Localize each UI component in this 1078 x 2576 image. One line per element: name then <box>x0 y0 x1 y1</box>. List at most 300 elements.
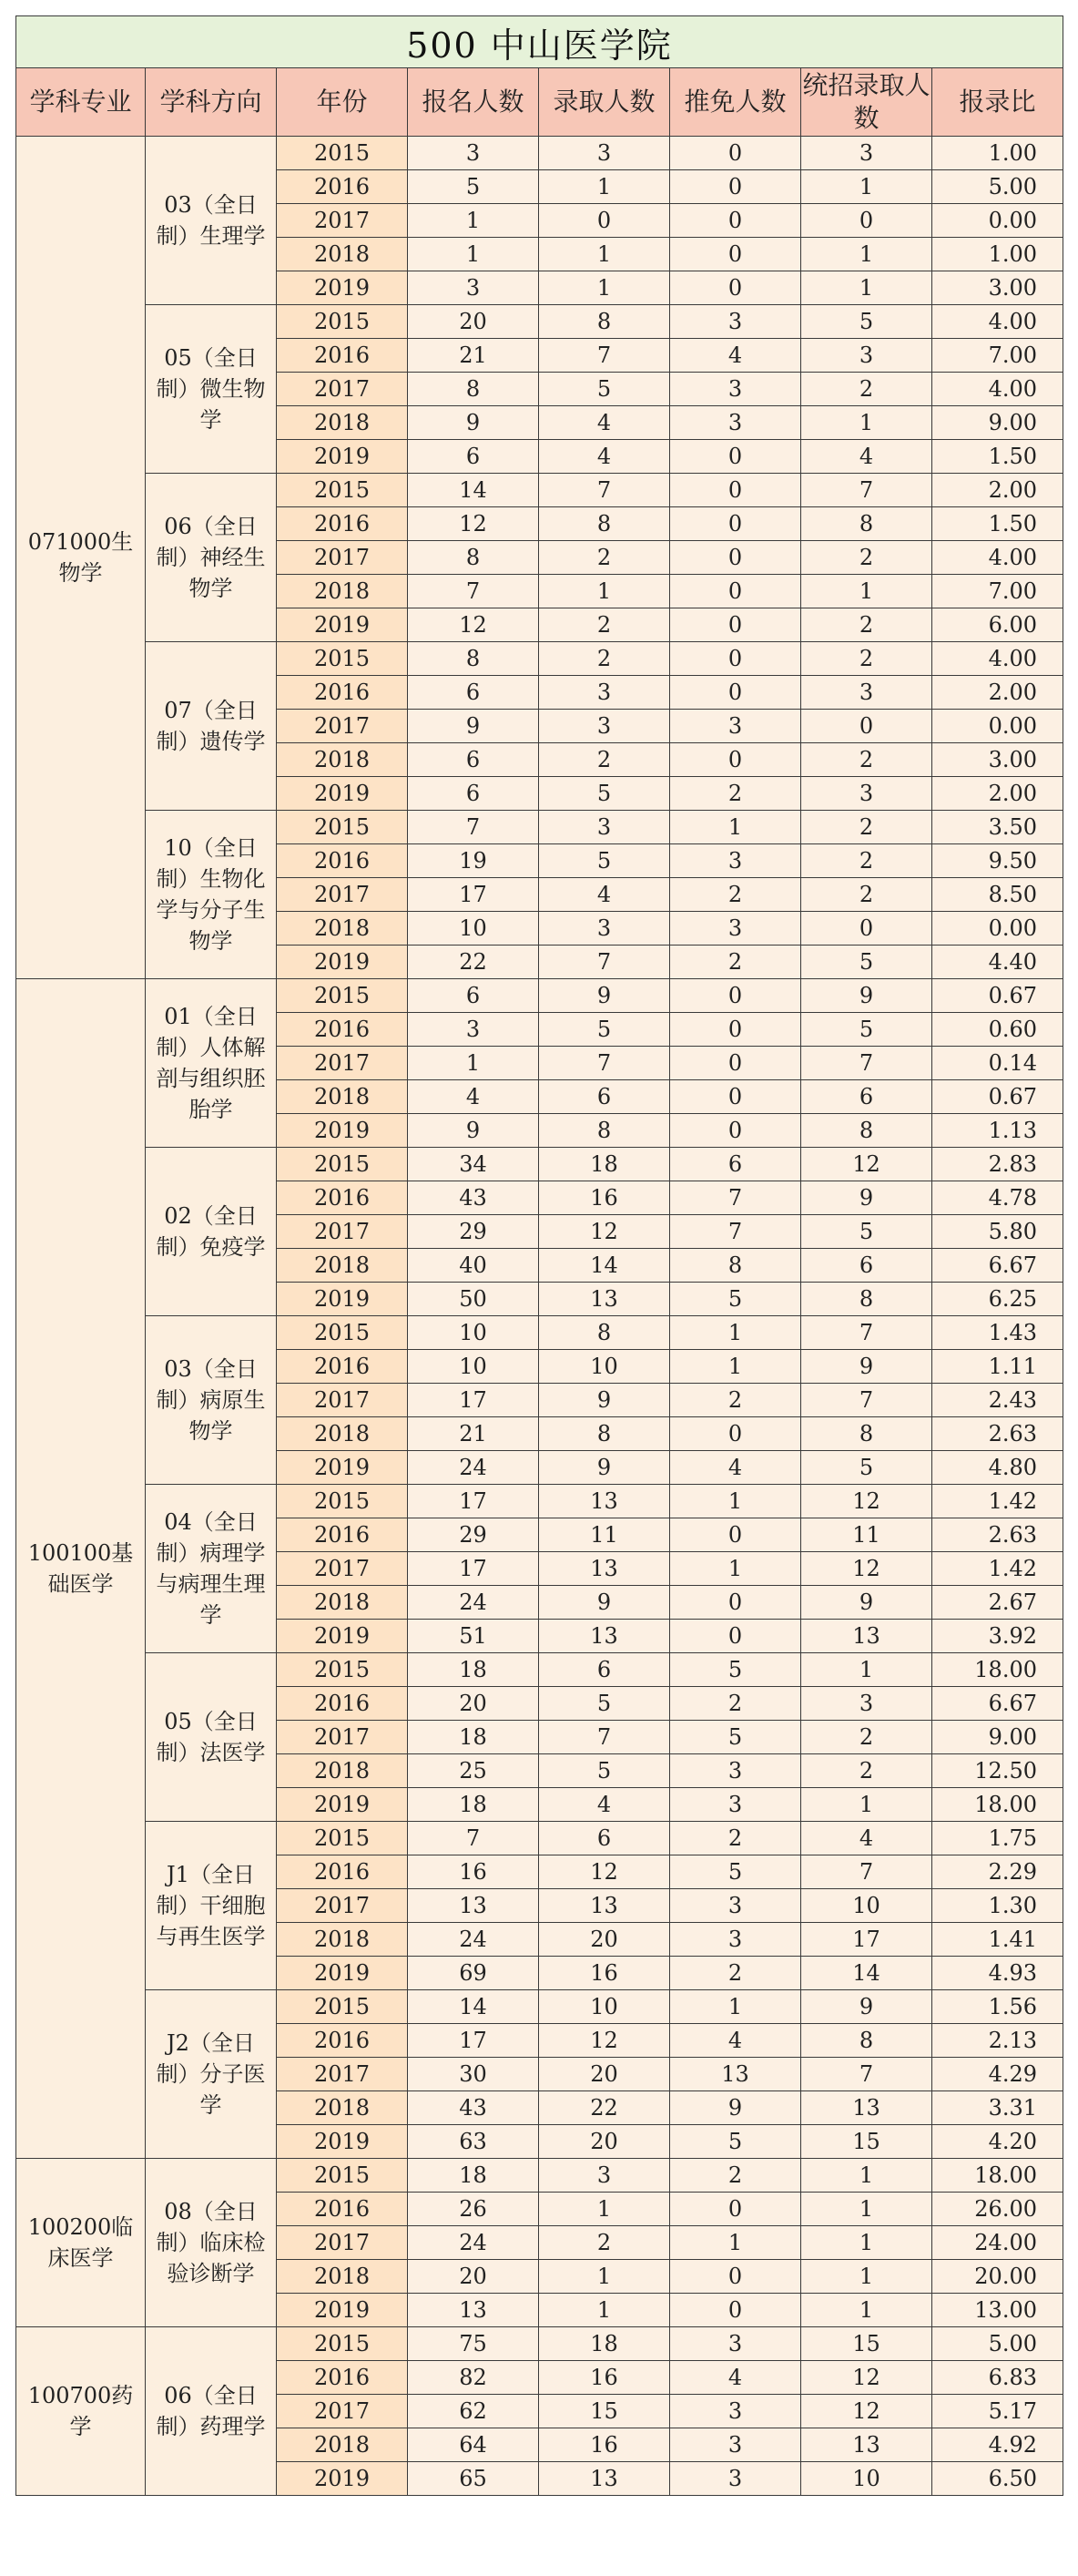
unified-cell: 2 <box>801 541 932 575</box>
admitted-cell: 2 <box>539 743 670 777</box>
year-cell: 2016 <box>277 2024 408 2058</box>
exempt-cell: 4 <box>670 339 801 373</box>
major-cell: 100700药学 <box>16 2327 146 2496</box>
direction-cell: 04（全日制）病理学与病理生理学 <box>146 1485 277 1653</box>
unified-cell: 1 <box>801 2193 932 2226</box>
exempt-cell: 5 <box>670 1283 801 1316</box>
table-row <box>16 2159 1063 2193</box>
admitted-cell: 16 <box>539 1181 670 1215</box>
admitted-cell: 13 <box>539 1485 670 1518</box>
ratio-cell: 20.00 <box>932 2260 1063 2294</box>
year-cell: 2018 <box>277 1923 408 1957</box>
admitted-cell: 13 <box>539 1552 670 1586</box>
ratio-cell: 4.92 <box>932 2428 1063 2462</box>
year-cell: 2018 <box>277 2428 408 2462</box>
unified-cell: 12 <box>801 1552 932 1586</box>
applied-cell: 8 <box>408 541 539 575</box>
ratio-cell: 7.00 <box>932 575 1063 608</box>
year-cell: 2015 <box>277 2159 408 2193</box>
admitted-cell: 16 <box>539 2428 670 2462</box>
year-cell: 2015 <box>277 137 408 170</box>
major-cell: 071000生物学 <box>16 137 146 979</box>
admitted-cell: 6 <box>539 1653 670 1687</box>
unified-cell: 8 <box>801 507 932 541</box>
ratio-cell: 26.00 <box>932 2193 1063 2226</box>
year-cell: 2018 <box>277 1417 408 1451</box>
applied-cell: 24 <box>408 2226 539 2260</box>
applied-cell: 25 <box>408 1754 539 1788</box>
exempt-cell: 0 <box>670 137 801 170</box>
applied-cell: 13 <box>408 2294 539 2327</box>
unified-cell: 9 <box>801 1350 932 1384</box>
year-cell: 2015 <box>277 1822 408 1855</box>
major-cell: 100100基础医学 <box>16 979 146 2159</box>
admitted-cell: 20 <box>539 1923 670 1957</box>
table-row <box>16 305 1063 339</box>
admitted-cell: 0 <box>539 204 670 238</box>
unified-cell: 8 <box>801 1114 932 1148</box>
ratio-cell: 18.00 <box>932 1788 1063 1822</box>
direction-cell: 03（全日制）病原生物学 <box>146 1316 277 1485</box>
unified-cell: 11 <box>801 1518 932 1552</box>
exempt-cell: 6 <box>670 1148 801 1181</box>
unified-cell: 3 <box>801 1687 932 1721</box>
applied-cell: 21 <box>408 339 539 373</box>
applied-cell: 9 <box>408 406 539 440</box>
exempt-cell: 7 <box>670 1215 801 1249</box>
ratio-cell: 0.00 <box>932 204 1063 238</box>
year-cell: 2015 <box>277 1485 408 1518</box>
admitted-cell: 9 <box>539 979 670 1013</box>
exempt-cell: 4 <box>670 2024 801 2058</box>
ratio-cell: 3.00 <box>932 271 1063 305</box>
exempt-cell: 0 <box>670 507 801 541</box>
applied-cell: 7 <box>408 1822 539 1855</box>
ratio-cell: 5.00 <box>932 2327 1063 2361</box>
unified-cell: 1 <box>801 2294 932 2327</box>
applied-cell: 69 <box>408 1957 539 1990</box>
year-cell: 2015 <box>277 811 408 844</box>
applied-cell: 43 <box>408 2091 539 2125</box>
ratio-cell: 1.50 <box>932 507 1063 541</box>
ratio-cell: 6.25 <box>932 1283 1063 1316</box>
ratio-cell: 18.00 <box>932 1653 1063 1687</box>
exempt-cell: 0 <box>670 1518 801 1552</box>
applied-cell: 21 <box>408 1417 539 1451</box>
ratio-cell: 7.00 <box>932 339 1063 373</box>
admitted-cell: 1 <box>539 271 670 305</box>
ratio-cell: 6.67 <box>932 1687 1063 1721</box>
ratio-cell: 0.67 <box>932 979 1063 1013</box>
table-row <box>16 979 1063 1013</box>
ratio-cell: 4.80 <box>932 1451 1063 1485</box>
unified-cell: 0 <box>801 204 932 238</box>
exempt-cell: 0 <box>670 474 801 507</box>
table-row <box>16 1485 1063 1518</box>
year-cell: 2016 <box>277 2193 408 2226</box>
applied-cell: 10 <box>408 1316 539 1350</box>
ratio-cell: 18.00 <box>932 2159 1063 2193</box>
direction-cell: J2（全日制）分子医学 <box>146 1990 277 2159</box>
unified-cell: 2 <box>801 642 932 676</box>
table-row <box>16 1316 1063 1350</box>
exempt-cell: 0 <box>670 642 801 676</box>
year-cell: 2017 <box>277 710 408 743</box>
ratio-cell: 4.00 <box>932 373 1063 406</box>
admitted-cell: 7 <box>539 474 670 507</box>
exempt-cell: 0 <box>670 676 801 710</box>
applied-cell: 1 <box>408 1047 539 1080</box>
year-cell: 2018 <box>277 2091 408 2125</box>
admitted-cell: 20 <box>539 2125 670 2159</box>
direction-cell: 07（全日制）遗传学 <box>146 642 277 811</box>
admitted-cell: 2 <box>539 541 670 575</box>
direction-cell: 01（全日制）人体解剖与组织胚胎学 <box>146 979 277 1148</box>
exempt-cell: 0 <box>670 271 801 305</box>
applied-cell: 17 <box>408 2024 539 2058</box>
exempt-cell: 0 <box>670 608 801 642</box>
year-cell: 2016 <box>277 1855 408 1889</box>
applied-cell: 9 <box>408 710 539 743</box>
admitted-cell: 9 <box>539 1451 670 1485</box>
admitted-cell: 14 <box>539 1249 670 1283</box>
applied-cell: 50 <box>408 1283 539 1316</box>
ratio-cell: 2.83 <box>932 1148 1063 1181</box>
exempt-cell: 0 <box>670 238 801 271</box>
direction-cell: 10（全日制）生物化学与分子生物学 <box>146 811 277 979</box>
header-row <box>16 68 1063 137</box>
ratio-cell: 6.00 <box>932 608 1063 642</box>
applied-cell: 19 <box>408 844 539 878</box>
exempt-cell: 3 <box>670 305 801 339</box>
admitted-cell: 5 <box>539 373 670 406</box>
applied-cell: 17 <box>408 1384 539 1417</box>
exempt-cell: 0 <box>670 2260 801 2294</box>
exempt-cell: 3 <box>670 1754 801 1788</box>
applied-cell: 75 <box>408 2327 539 2361</box>
unified-cell: 8 <box>801 1283 932 1316</box>
year-cell: 2015 <box>277 1316 408 1350</box>
year-cell: 2018 <box>277 575 408 608</box>
applied-cell: 3 <box>408 271 539 305</box>
admitted-cell: 9 <box>539 1384 670 1417</box>
exempt-cell: 0 <box>670 2294 801 2327</box>
exempt-cell: 0 <box>670 1114 801 1148</box>
ratio-cell: 5.80 <box>932 1215 1063 1249</box>
year-cell: 2019 <box>277 2294 408 2327</box>
exempt-cell: 0 <box>670 575 801 608</box>
admitted-cell: 6 <box>539 1822 670 1855</box>
admitted-cell: 1 <box>539 2193 670 2226</box>
header-major: 学科专业 <box>16 68 146 137</box>
unified-cell: 3 <box>801 676 932 710</box>
ratio-cell: 4.00 <box>932 642 1063 676</box>
applied-cell: 82 <box>408 2361 539 2395</box>
unified-cell: 4 <box>801 440 932 474</box>
ratio-cell: 0.00 <box>932 912 1063 946</box>
ratio-cell: 0.14 <box>932 1047 1063 1080</box>
applied-cell: 7 <box>408 575 539 608</box>
ratio-cell: 1.50 <box>932 440 1063 474</box>
applied-cell: 26 <box>408 2193 539 2226</box>
admitted-cell: 5 <box>539 844 670 878</box>
unified-cell: 5 <box>801 946 932 979</box>
applied-cell: 18 <box>408 2159 539 2193</box>
ratio-cell: 12.50 <box>932 1754 1063 1788</box>
admitted-cell: 5 <box>539 1754 670 1788</box>
applied-cell: 62 <box>408 2395 539 2428</box>
exempt-cell: 4 <box>670 1451 801 1485</box>
exempt-cell: 3 <box>670 710 801 743</box>
admitted-cell: 12 <box>539 1855 670 1889</box>
admitted-cell: 1 <box>539 170 670 204</box>
header-exempt: 推免人数 <box>670 68 801 137</box>
exempt-cell: 3 <box>670 2327 801 2361</box>
year-cell: 2017 <box>277 1215 408 1249</box>
admitted-cell: 13 <box>539 1283 670 1316</box>
header-applied: 报名人数 <box>408 68 539 137</box>
unified-cell: 0 <box>801 912 932 946</box>
ratio-cell: 13.00 <box>932 2294 1063 2327</box>
exempt-cell: 0 <box>670 1586 801 1620</box>
admitted-cell: 1 <box>539 238 670 271</box>
year-cell: 2019 <box>277 777 408 811</box>
admitted-cell: 16 <box>539 2361 670 2395</box>
unified-cell: 2 <box>801 608 932 642</box>
unified-cell: 1 <box>801 2159 932 2193</box>
unified-cell: 3 <box>801 137 932 170</box>
year-cell: 2017 <box>277 204 408 238</box>
applied-cell: 14 <box>408 474 539 507</box>
exempt-cell: 5 <box>670 1721 801 1754</box>
exempt-cell: 3 <box>670 373 801 406</box>
applied-cell: 3 <box>408 137 539 170</box>
exempt-cell: 0 <box>670 541 801 575</box>
direction-cell: 05（全日制）微生物学 <box>146 305 277 474</box>
unified-cell: 1 <box>801 1653 932 1687</box>
ratio-cell: 5.00 <box>932 170 1063 204</box>
year-cell: 2019 <box>277 1114 408 1148</box>
header-ratio: 报录比 <box>932 68 1063 137</box>
unified-cell: 2 <box>801 1721 932 1754</box>
admission-table <box>15 15 1063 2496</box>
exempt-cell: 2 <box>670 946 801 979</box>
table-body <box>16 137 1063 2496</box>
unified-cell: 14 <box>801 1957 932 1990</box>
exempt-cell: 0 <box>670 1080 801 1114</box>
ratio-cell: 2.67 <box>932 1586 1063 1620</box>
applied-cell: 20 <box>408 305 539 339</box>
ratio-cell: 0.60 <box>932 1013 1063 1047</box>
unified-cell: 3 <box>801 339 932 373</box>
year-cell: 2018 <box>277 238 408 271</box>
unified-cell: 13 <box>801 2091 932 2125</box>
unified-cell: 1 <box>801 1788 932 1822</box>
year-cell: 2017 <box>277 1047 408 1080</box>
admitted-cell: 12 <box>539 1215 670 1249</box>
header-year: 年份 <box>277 68 408 137</box>
exempt-cell: 2 <box>670 1687 801 1721</box>
applied-cell: 14 <box>408 1990 539 2024</box>
applied-cell: 43 <box>408 1181 539 1215</box>
year-cell: 2018 <box>277 1586 408 1620</box>
unified-cell: 9 <box>801 1181 932 1215</box>
year-cell: 2018 <box>277 406 408 440</box>
year-cell: 2016 <box>277 844 408 878</box>
unified-cell: 2 <box>801 373 932 406</box>
ratio-cell: 2.13 <box>932 2024 1063 2058</box>
year-cell: 2017 <box>277 1384 408 1417</box>
applied-cell: 6 <box>408 979 539 1013</box>
header-admitted: 录取人数 <box>539 68 670 137</box>
exempt-cell: 2 <box>670 2159 801 2193</box>
exempt-cell: 13 <box>670 2058 801 2091</box>
ratio-cell: 1.75 <box>932 1822 1063 1855</box>
exempt-cell: 2 <box>670 1384 801 1417</box>
applied-cell: 17 <box>408 1552 539 1586</box>
table-row <box>16 137 1063 170</box>
year-cell: 2019 <box>277 1788 408 1822</box>
unified-cell: 12 <box>801 2361 932 2395</box>
ratio-cell: 4.00 <box>932 305 1063 339</box>
admitted-cell: 8 <box>539 1316 670 1350</box>
year-cell: 2016 <box>277 2361 408 2395</box>
table-row <box>16 1148 1063 1181</box>
admitted-cell: 18 <box>539 2327 670 2361</box>
ratio-cell: 8.50 <box>932 878 1063 912</box>
ratio-cell: 1.11 <box>932 1350 1063 1384</box>
unified-cell: 7 <box>801 2058 932 2091</box>
year-cell: 2015 <box>277 1148 408 1181</box>
year-cell: 2016 <box>277 1181 408 1215</box>
unified-cell: 7 <box>801 1855 932 1889</box>
unified-cell: 1 <box>801 238 932 271</box>
header-direction: 学科方向 <box>146 68 277 137</box>
direction-cell: 05（全日制）法医学 <box>146 1653 277 1822</box>
exempt-cell: 1 <box>670 2226 801 2260</box>
unified-cell: 0 <box>801 710 932 743</box>
admitted-cell: 7 <box>539 1721 670 1754</box>
applied-cell: 8 <box>408 642 539 676</box>
unified-cell: 7 <box>801 1047 932 1080</box>
year-cell: 2017 <box>277 878 408 912</box>
unified-cell: 1 <box>801 406 932 440</box>
applied-cell: 18 <box>408 1788 539 1822</box>
admitted-cell: 3 <box>539 811 670 844</box>
year-cell: 2016 <box>277 676 408 710</box>
year-cell: 2016 <box>277 1013 408 1047</box>
header-unified: 统招录取人数 <box>801 68 932 137</box>
year-cell: 2015 <box>277 1990 408 2024</box>
year-cell: 2017 <box>277 2226 408 2260</box>
ratio-cell: 1.30 <box>932 1889 1063 1923</box>
year-cell: 2018 <box>277 743 408 777</box>
year-cell: 2019 <box>277 1957 408 1990</box>
table-row <box>16 1653 1063 1687</box>
admitted-cell: 12 <box>539 2024 670 2058</box>
unified-cell: 15 <box>801 2125 932 2159</box>
exempt-cell: 0 <box>670 979 801 1013</box>
ratio-cell: 5.17 <box>932 2395 1063 2428</box>
exempt-cell: 0 <box>670 170 801 204</box>
applied-cell: 65 <box>408 2462 539 2496</box>
ratio-cell: 6.83 <box>932 2361 1063 2395</box>
exempt-cell: 0 <box>670 204 801 238</box>
year-cell: 2017 <box>277 1721 408 1754</box>
unified-cell: 10 <box>801 1889 932 1923</box>
unified-cell: 9 <box>801 979 932 1013</box>
ratio-cell: 4.93 <box>932 1957 1063 1990</box>
ratio-cell: 6.50 <box>932 2462 1063 2496</box>
exempt-cell: 2 <box>670 878 801 912</box>
unified-cell: 3 <box>801 777 932 811</box>
exempt-cell: 4 <box>670 2361 801 2395</box>
applied-cell: 6 <box>408 743 539 777</box>
year-cell: 2015 <box>277 2327 408 2361</box>
unified-cell: 8 <box>801 1417 932 1451</box>
unified-cell: 9 <box>801 1586 932 1620</box>
page-title: 500 中山医学院 <box>16 16 1063 68</box>
exempt-cell: 2 <box>670 1957 801 1990</box>
exempt-cell: 1 <box>670 1552 801 1586</box>
applied-cell: 4 <box>408 1080 539 1114</box>
applied-cell: 8 <box>408 373 539 406</box>
applied-cell: 1 <box>408 238 539 271</box>
unified-cell: 9 <box>801 1990 932 2024</box>
applied-cell: 7 <box>408 811 539 844</box>
major-cell: 100200临床医学 <box>16 2159 146 2327</box>
admitted-cell: 18 <box>539 1148 670 1181</box>
admitted-cell: 1 <box>539 575 670 608</box>
year-cell: 2019 <box>277 1620 408 1653</box>
year-cell: 2019 <box>277 440 408 474</box>
ratio-cell: 4.20 <box>932 2125 1063 2159</box>
applied-cell: 29 <box>408 1215 539 1249</box>
unified-cell: 17 <box>801 1923 932 1957</box>
year-cell: 2016 <box>277 1350 408 1384</box>
admitted-cell: 3 <box>539 2159 670 2193</box>
admitted-cell: 3 <box>539 137 670 170</box>
ratio-cell: 2.00 <box>932 474 1063 507</box>
table-row <box>16 811 1063 844</box>
admitted-cell: 7 <box>539 339 670 373</box>
admitted-cell: 11 <box>539 1518 670 1552</box>
year-cell: 2017 <box>277 1552 408 1586</box>
admitted-cell: 8 <box>539 1417 670 1451</box>
ratio-cell: 2.00 <box>932 777 1063 811</box>
exempt-cell: 1 <box>670 811 801 844</box>
unified-cell: 2 <box>801 743 932 777</box>
unified-cell: 13 <box>801 1620 932 1653</box>
admitted-cell: 5 <box>539 1687 670 1721</box>
admitted-cell: 4 <box>539 1788 670 1822</box>
ratio-cell: 1.42 <box>932 1552 1063 1586</box>
exempt-cell: 5 <box>670 2125 801 2159</box>
admitted-cell: 2 <box>539 608 670 642</box>
admitted-cell: 4 <box>539 440 670 474</box>
admitted-cell: 4 <box>539 406 670 440</box>
exempt-cell: 0 <box>670 743 801 777</box>
ratio-cell: 1.13 <box>932 1114 1063 1148</box>
applied-cell: 13 <box>408 1889 539 1923</box>
ratio-cell: 2.63 <box>932 1417 1063 1451</box>
unified-cell: 6 <box>801 1249 932 1283</box>
table-row <box>16 1990 1063 2024</box>
admitted-cell: 6 <box>539 1080 670 1114</box>
exempt-cell: 9 <box>670 2091 801 2125</box>
applied-cell: 9 <box>408 1114 539 1148</box>
unified-cell: 7 <box>801 1384 932 1417</box>
